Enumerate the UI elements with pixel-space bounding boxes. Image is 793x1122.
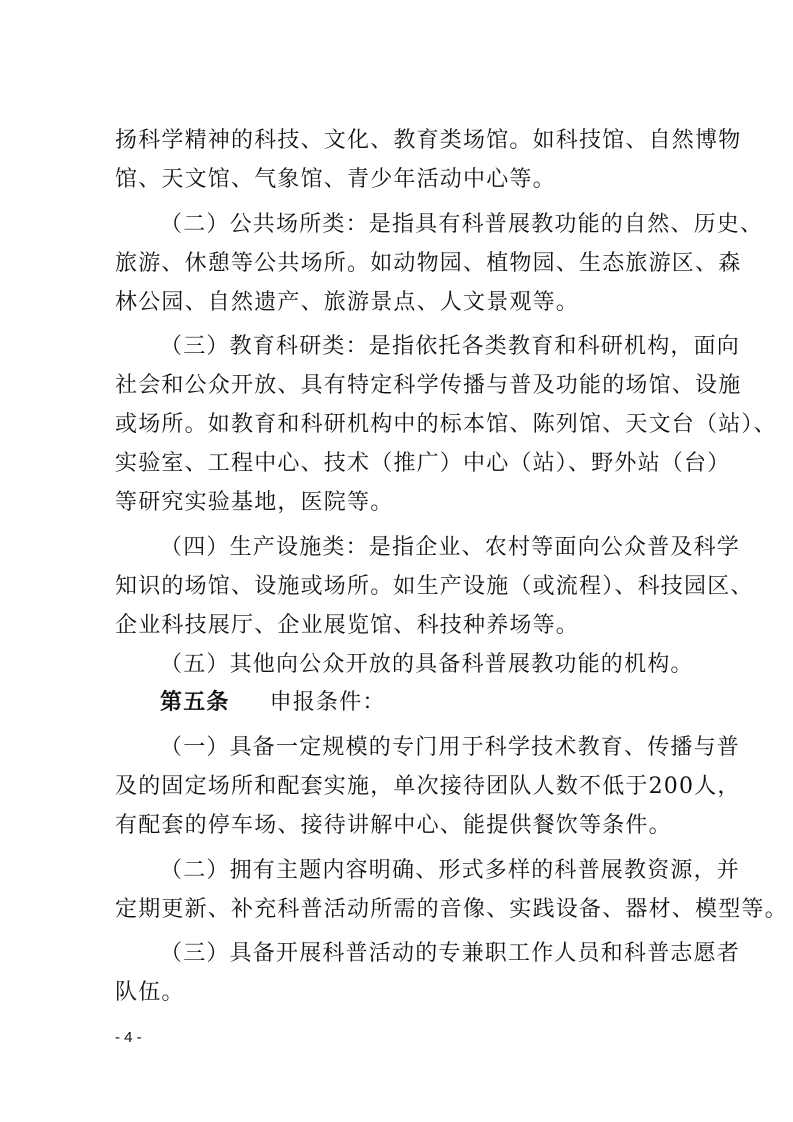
- paragraph-line: （三）具备开展科普活动的专兼职工作人员和科普志愿者: [160, 941, 741, 966]
- paragraph-line: （五）其他向公众开放的具备科普展教功能的机构。: [160, 652, 694, 677]
- text-line: 有配套的停车场、接待讲解中心、能提供餐饮等条件。: [115, 813, 672, 838]
- text-line: 定期更新、补充科普活动所需的音像、实践设备、器材、模型等。: [115, 897, 788, 922]
- text-line: 旅游、休憩等公共场所。如动物园、植物园、生态旅游区、森: [115, 251, 742, 276]
- paragraph-line: （四）生产设施类：是指企业、农村等面向公众普及科学: [160, 535, 741, 560]
- text-line: 及的固定场所和配套实施，单次接待团队人数不低于200人，: [115, 774, 741, 799]
- paragraph-line: （三）教育科研类：是指依托各类教育和科研机构，面向: [160, 334, 741, 359]
- article-heading: [160, 690, 680, 716]
- text-line: 实验室、工程中心、技术（推广）中心（站）、野外站（台）: [115, 451, 731, 476]
- text-line: 林公园、自然遗产、旅游景点、人文景观等。: [115, 290, 580, 315]
- text-line: 等研究实验基地，医院等。: [115, 490, 394, 515]
- article-title: 申报条件：: [269, 690, 386, 715]
- text-line: 队伍。: [115, 980, 185, 1005]
- paragraph-line: （二）拥有主题内容明确、形式多样的科普展教资源，并: [160, 858, 741, 883]
- text-line: 馆、天文馆、气象馆、青少年活动中心等。: [115, 167, 556, 192]
- page-number: - 4 -: [115, 1029, 142, 1046]
- text-line: 扬科学精神的科技、文化、教育类场馆。如科技馆、自然博物: [115, 128, 742, 153]
- paragraph-line: （一）具备一定规模的专门用于科学技术教育、传播与普: [160, 735, 741, 760]
- paragraph-line: （二）公共场所类：是指具有科普展教功能的自然、历史、: [160, 212, 764, 237]
- text-line: 企业科技展厅、企业展览馆、科技种养场等。: [115, 613, 580, 638]
- article-label: 第五条: [160, 690, 230, 715]
- text-line: 或场所。如教育和科研机构中的标本馆、陈列馆、天文台（站）、: [115, 412, 777, 437]
- text-line: 社会和公众开放、具有特定科学传播与普及功能的场馆、设施: [115, 373, 742, 398]
- text-line: 知识的场馆、设施或场所。如生产设施（或流程）、科技园区、: [115, 574, 754, 599]
